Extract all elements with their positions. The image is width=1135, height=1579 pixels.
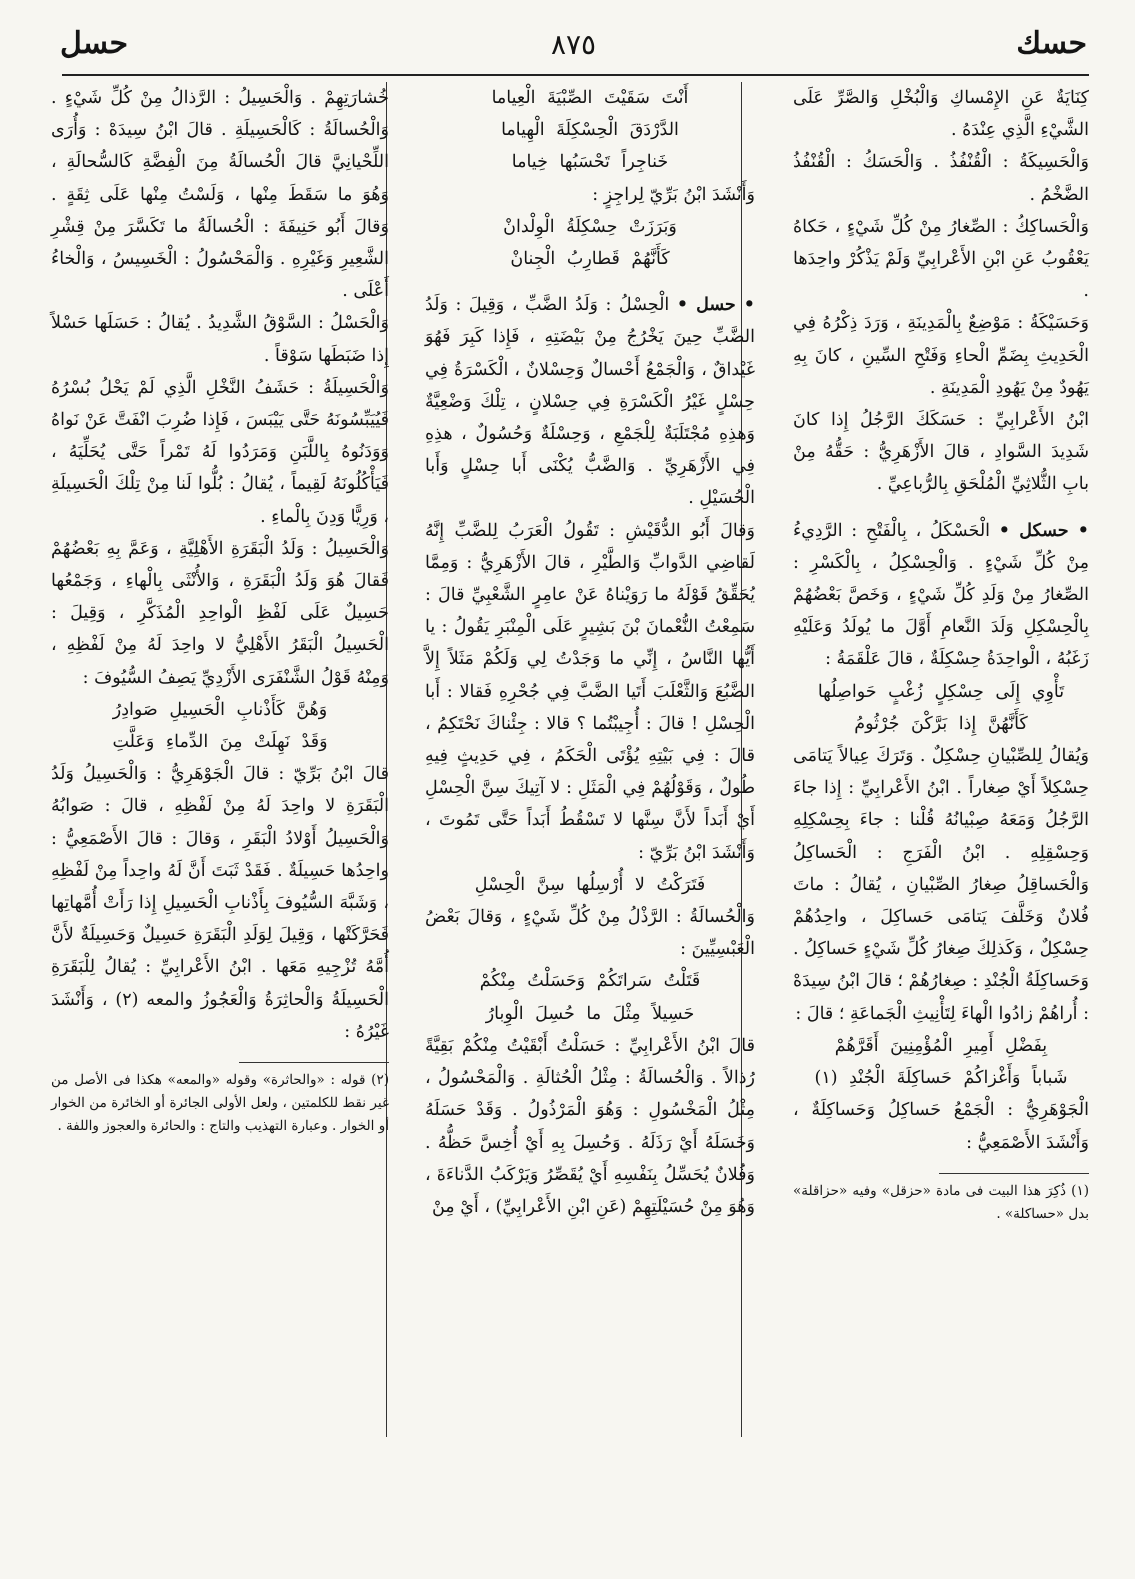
entry-hasal bbox=[425, 289, 755, 514]
paragraph: وَالْحَسِيلَةُ : حَشَفُ النَّخْلِ الَّذِي لَمْ يَحْلُ بُسْرُهُ فَيُيَبِّسُونَهُ حَتَّى يَيْبَسَ ، فَإِذا ضُرِبَ انْفَتَّ عَنْ نَواهُ وَوَدَنُوهُ بِاللَّبَنِ وَمَرَدُوا لَهُ تَمْراً حَتَّى يُحَلِّيَهُ ، فَيَأْكُلُونَهُ لَقِيماً ، يُقالُ : بُلُّوا لَنا مِنْ تِلْكَ الْحَسِيلَةِ ، وَرِيًّا وَدِنَ بِالْماءِ . bbox=[51, 377, 389, 527]
paragraph: قالَ ابْنُ الأَعْرابِيِّ : حَسَلْتُ أَبْقَيْتُ مِنْكُمْ بَقِيَّةً رُذالاً . وَالْحُسالَةُ : مِثْلُ الْحُثالَةِ . وَالْمَحْسُولُ ، مِثْلُ الْمَخْسُولِ : وَهُوَ الْمَرْذُولُ . وَقَدْ حَسَلَهُ وَخَسَلَهُ أَيْ رَذَلَهُ . وَحُسِلَ بِهِ أَيْ أُخِسَّ حَظُّهُ . وَفُلانٌ يُحَسِّلُ بِنَفْسِهِ أَيْ يُقَصِّرُ وَيَرْكَبُ الدَّناءَةَ ، وَهُوَ مِنْ حُسَيْلَتِهِمْ (عَنِ ابْنِ الأَعْرابِيِّ) ، أَيْ مِنْ bbox=[425, 1035, 755, 1217]
paragraph: وَالْحَسِيلُ : وَلَدُ الْبَقَرَةِ الأَهْلِيَّةِ ، وَعَمَّ بِهِ بَعْضُهُمْ فَقالَ هُوَ وَلَدُ الْبَقَرَةِ ، وَالأُنْثَى بِالْهاءِ ، وَجَمْعُها حَسِيلٌ عَلَى لَفْظِ الْواحِدِ الْمُذَكَّرِ ، وَقِيلَ : الْحَسِيلُ الْبَقَرُ الأَهْلِيُّ لا واحِدَ لَهُ مِنْ لَفْظِهِ ، وَمِنْهُ قَوْلُ الشَّنْفَرَى الأَزْدِيِّ يَصِفُ السُّيُوفَ : bbox=[51, 538, 389, 688]
header-right-keyword: حسك bbox=[1016, 26, 1087, 61]
verse-line: وَقَدْ نَهِلَتْ مِنَ الدِّماءِ وَعَلَّتِ bbox=[112, 732, 328, 753]
page-number: ٨٧٥ bbox=[550, 28, 597, 61]
verse-line: وَبَرَزَتْ حِسْكِلَةُ الْوِلْدانْ bbox=[503, 216, 677, 237]
paragraph: وَالْحُسالَةُ : الرَّذْلُ مِنْ كُلِّ شَيْءٍ ، وَقالَ بَعْضُ الْعَبْسِيِّينَ : bbox=[425, 907, 755, 960]
paragraph: قالَ ابْنُ بَرِّيّ : قالَ الْجَوْهَرِيُّ : وَالْحَسِيلُ وَلَدُ الْبَقَرَةِ لا واحِدَ لَهُ مِنْ لَفْظِهِ ، قالَ : صَوابُهُ وَالْحَسِيلُ أَوْلادُ الْبَقَرِ ، وَقالَ : قالَ الأَصْمَعِيُّ : واحِدُها حَسِيلَةٌ . فَقَدْ ثَبَتَ أَنَّ لَهُ واحِداً مِنْ لَفْظِهِ ، وَشَبَّهَ السُّيُوفَ بِأَذْنابِ الْحَسِيلِ إِذا رَأَتْ أُمَّهاتِها فَحَرَّكَتْها ، وَقِيلَ لِوَلَدِ الْبَقَرَةِ حَسِيلٌ وَحَسِيلَةٌ لأَنَّ أُمَّهُ تُزْجِيهِ مَعَها . ابْنُ الأَعْرابِيِّ : يُقالُ لِلْبَقَرَةِ الْحَسِيلَةُ وَالْحاثِرَةُ وَالْعَجُوزُ والمعه (٢) ، وَأَنْشَدَ غَيْرُهُ : bbox=[51, 764, 389, 1042]
paragraph: كِنَايَةٌ عَنِ الإِمْساكِ وَالْبُخْلِ وَالصَّرِّ عَلَى الشَّيْءِ الَّذِي عِنْدَهُ . bbox=[793, 88, 1089, 141]
verse-line: تَأْوِي إِلَى حِسْكِلٍ زُغْبٍ حَواصِلُها bbox=[817, 681, 1065, 702]
paragraph: خُشارَتِهِمْ . وَالْحَسِيلُ : الرَّذالُ مِنْ كُلِّ شَيْءٍ . وَالْحُسالَةُ : كَالْحَسِيلَةِ . قالَ ابْنُ سِيدَهْ : وَأُرَى اللِّحْيانِيَّ قالَ الْحُسالَةُ مِنَ الْفِضَّةِ كَالسُّحالَةِ ، وَهُوَ ما سَقَطَ مِنْها ، وَلَسْتُ مِنْها عَلَى ثِقَةٍ . وَقالَ أَبُو حَنِيفَةَ : الْحُسالَةُ ما تَكَسَّرَ مِنْ قِشْرِ الشَّعِيرِ وَغَيْرِهِ . وَالْمَحْسُولُ : الْخَسِيسُ ، وَالْخاءُ أَعْلَى . bbox=[51, 88, 389, 302]
column-left bbox=[51, 82, 389, 1138]
verse-line: خَناجِراً تَحْسَبُها خِياما bbox=[511, 152, 669, 173]
verse-line: الدَّرْدَقَ الْحِسْكِلَةَ الْهِياما bbox=[501, 120, 679, 141]
paragraph: وَأَنْشَدَ ابْنُ بَرِّيّ لِراجِزٍ : bbox=[592, 184, 755, 205]
entry-headword: • حسكل • bbox=[998, 520, 1089, 541]
entry-text: الْحِسْلُ : وَلَدُ الضَّبِّ ، وَقِيلَ : وَلَدُ الضَّبِّ حِينَ يَخْرُجُ مِنْ بَيْضَتِهِ ، فَإِذا كَبِرَ فَهُوَ غَيْداقٌ ، وَالْجَمْعُ أَحْسالٌ وَحِسْلانٌ ، الْكَسْرَةُ فِي حِسْلٍ غَيْرُ الْكَسْرَةِ فِي حِسْلانٍ ، تِلْكَ وَضْعِيَّةٌ وَهذِهِ مُجْتَلَبَةٌ لِلْجَمْعِ ، وَحِسْلَةٌ وَحُسُولٌ ، هذِهِ فِي الأَزْهَرِيِّ . وَالضَّبُّ يُكْنَى أَبا حِسْلٍ وَأَبا الْحُسَيْلِ . bbox=[425, 295, 755, 509]
page-header bbox=[60, 26, 1087, 78]
header-left-keyword: حسل bbox=[60, 26, 129, 61]
verse-line: أَنْتَ سَقَيْتَ الصِّبْيَةَ الْعِياما bbox=[491, 88, 689, 108]
verse-line: كَأَنَّهُمْ قَطارِبُ الْجِنانْ bbox=[510, 249, 670, 270]
verse-line: قَتَلْتُ سَراتَكُمْ وَحَسَلْتُ مِنْكُمْ bbox=[479, 971, 701, 992]
entry-hasakal bbox=[793, 515, 1089, 676]
verse-line: بِفَضْلِ أَمِيرِ الْمُؤْمِنِينَ أَقَرَّهُمْ bbox=[834, 1035, 1048, 1056]
footnote: (١) ذُكِرَ هذا البيت فى مادة «حزقل» وفيه «حزاقلة» بدل «حساكلة» . bbox=[793, 1182, 1089, 1222]
verse-line: شَباباً وَأَغْزاكُمْ حَساكِلَةَ الْجُنْدِ (١) bbox=[814, 1068, 1068, 1089]
verse-line: فَتَرَكْتُ لا أُرْسِلُها سِنَّ الْحِسْلِ bbox=[474, 874, 706, 895]
entry-headword: • حسل • bbox=[676, 295, 755, 316]
paragraph: ابْنُ الأَعْرابِيِّ : حَسَكَكَ الرَّجُلُ إِذا كانَ شَدِيدَ السَّوادِ ، قالَ الأَزْهَرِيُّ : حَقُّهُ مِنْ بابِ الثُّلاثِيِّ الْمُلْحَقِ بِالرُّباعِيِّ . bbox=[793, 410, 1089, 495]
verse-line: حَسِيلاً مِثْلَ ما حُسِلَ الْوِبارُ bbox=[485, 1003, 695, 1024]
column-right bbox=[793, 82, 1089, 1226]
paragraph: وَالْحَسْلُ : السَّوْقُ الشَّدِيدُ . يُقالُ : حَسَلَها حَسْلاً إِذا ضَبَطَها سَوْقاً . bbox=[51, 313, 389, 366]
entry-text: الْحَسْكَلُ ، بِالْفَتْحِ : الرَّدِيءُ مِنْ كُلِّ شَيْءٍ . وَالْحِسْكِلُ ، بِالْكَسْرِ : الصِّغارُ مِنْ وَلَدِ كُلِّ شَيْءٍ ، وَخَصَّ بَعْضُهُمْ بِالْحِسْكِلِ وَلَدَ النَّعامِ أَوَّلَ ما يُولَدُ وَعَلَيْهِ زَغَبُهُ ، الْواحِدَةُ حِسْكِلَةٌ ، قالَ عَلْقَمَةُ : bbox=[793, 520, 1089, 670]
footnote-rule bbox=[939, 1173, 1089, 1174]
footnote-rule bbox=[239, 1062, 389, 1063]
column-middle bbox=[425, 82, 755, 1223]
paragraph: الْجَوْهَرِيُّ : الْجَمْعُ حَساكِلُ وَحَساكِلَةٌ ، وَأَنْشَدَ الأَصْمَعِيُّ : bbox=[793, 1100, 1089, 1153]
paragraph: وَيُقالُ لِلصِّبْيانِ حِسْكِلٌ . وَتَرَكَ عِيالاً يَتامَى حِسْكِلاً أَيْ صِغاراً . ابْنُ الأَعْرابِيِّ : إِذا جاءَ الرَّجُلُ وَمَعَهُ صِبْيانُهُ قُلْنا : جاءَ بِحِسْكِلِهِ وَحِسْقِلِهِ . ابْنُ الْفَرَجِ : الْحَساكِلُ وَالْحَساقِلُ صِغارُ الصِّبْيانِ ، يُقالُ : ماتَ فُلانٌ وَخَلَّفَ يَتامَى حَساكِلَ ، واحِدُهُمْ حِسْكِلٌ ، وَكَذلِكَ صِغارُ كُلِّ شَيْءٍ حَساكِلُ . وَحَساكِلَةُ الْجُنْدِ : صِغارُهُمْ ؛ قالَ ابْنُ سِيدَهْ : أُراهُمْ زادُوا الْهاءَ لِتَأْنِيثِ الْجَماعَةِ ؛ قالَ : bbox=[793, 746, 1089, 1024]
paragraph: وَحَسَيْكَةُ : مَوْضِعٌ بِالْمَدِينَةِ ، وَرَدَ ذِكْرُهُ فِي الْحَدِيثِ بِضَمِّ الْحاءِ وَفَتْحِ السِّينِ ، كانَ بِهِ يَهُودٌ مِنْ يَهُودِ الْمَدِينَةِ . bbox=[793, 313, 1089, 398]
paragraph: وَالْحَساكِكُ : الصِّغارُ مِنْ كُلِّ شَيْءٍ ، حَكاهُ يَعْقُوبُ عَنِ ابْنِ الأَعْرابِيِّ وَلَمْ يَذْكُرْ واحِدَها . bbox=[793, 216, 1089, 302]
paragraph: وَالْحَسِيكَةُ : الْقُنْفُذُ . وَالْحَسَكُ : الْقُنْفُذُ الضَّخْمُ . bbox=[793, 152, 1089, 205]
verse-line: وَهُنَّ كَأَذْنابِ الْحَسِيلِ صَوادِرُ bbox=[112, 699, 328, 720]
paragraph: وَقالَ أَبُو الدُّقَيْشِ : تَقُولُ الْعَرَبُ لِلضَّبِّ إِنَّهُ لَقاضِي الدَّوابِّ وَالطَّيْرِ ، قالَ الأَزْهَرِيُّ : وَمِمَّا يُحَقِّقُ قَوْلَهُ ما رَوَيْناهُ عَنْ عامِرٍ الشَّعْبِيِّ قالَ : سَمِعْتُ النُّعْمانَ بْنَ بَشِيرٍ عَلَى الْمِنْبَرِ يَقُولُ : يا أَيُّها النَّاسُ ، إِنِّي ما وَجَدْتُ لِي وَلَكُمْ مَثَلاً إِلاَّ الضَّبُعَ وَالثَّعْلَبَ أَتَيا الضَّبَّ فِي جُحْرِهِ فَقالا : أَبا الْحِسْلِ ! قالَ : أُجِيبْتُما ؟ قالا : جِئْناكَ نَحْتَكِمُ ، قالَ : فِي بَيْتِهِ يُؤْتَى الْحَكَمُ ، فِي حَدِيثٍ فِيهِ طُولٌ ، وَقَوْلُهُمْ فِي الْمَثَلِ : لا آتِيكَ سِنَّ الْحِسْلِ أَيْ أَبَداً لأَنَّ سِنَّها لا تَسْقُطُ أَبَداً حَتَّى تَمُوتَ ، وَأَنْشَدَ ابْنُ بَرِّيّ : bbox=[425, 520, 755, 863]
footnote: (٢) قوله : «والحاثرة» وقوله «والمعه» هكذا فى الأصل من غير نقط للكلمتين ، ولعل الأولى الجائرة أو الخائرة من الخوار أو الخوار . وعبارة التهذيب والتاج : والحائرة والعجوز واللفة . bbox=[51, 1072, 389, 1135]
header-rule bbox=[62, 74, 1089, 76]
verse-line: كَأَنَّهُنَّ إِذا بَرَّكْنَ جُرْثُومُ bbox=[854, 713, 1028, 734]
